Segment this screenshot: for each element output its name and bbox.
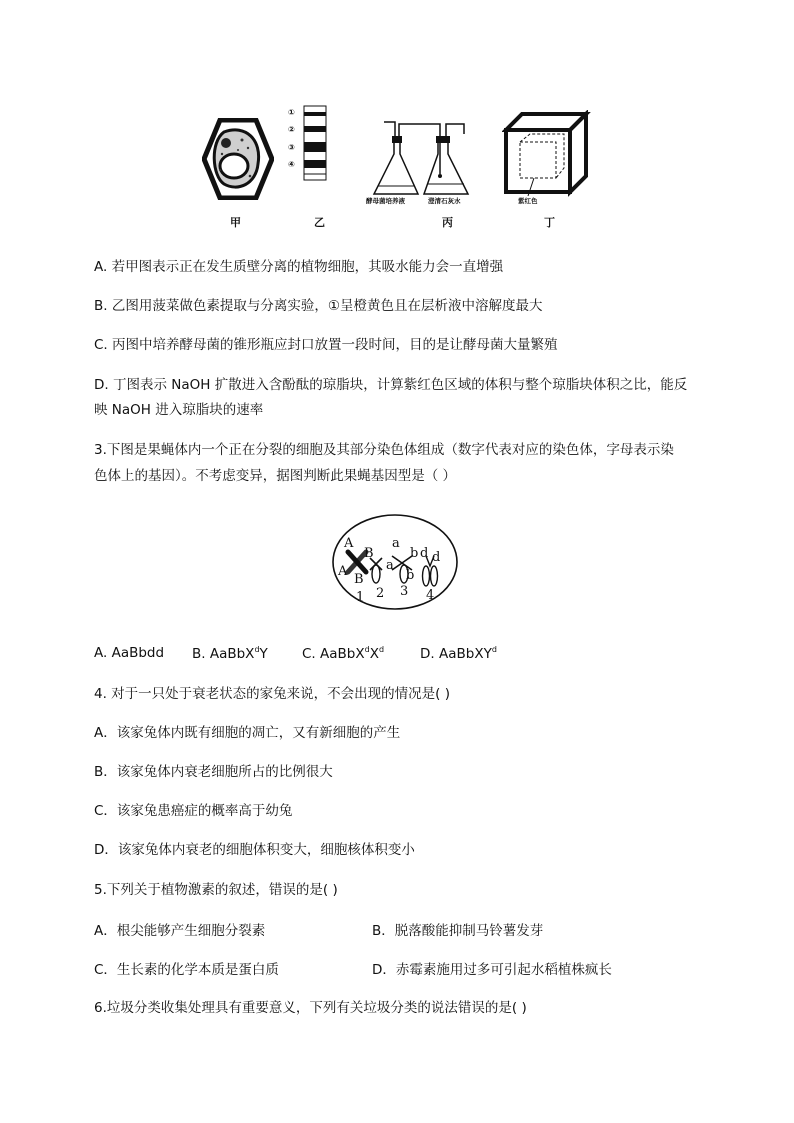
cube-label: 紫红色 bbox=[518, 197, 538, 205]
band-marker-4: ④ bbox=[288, 160, 295, 169]
q3-option-d-text: D. AaBbXY bbox=[420, 646, 492, 662]
gene-label-b-top: b bbox=[410, 546, 419, 561]
band-marker-1: ① bbox=[288, 108, 295, 117]
q6-stem: 6.垃圾分类收集处理具有重要意义，下列有关垃圾分类的说法错误的是( ) bbox=[94, 1000, 527, 1016]
chromosome-number-2: 2 bbox=[376, 586, 385, 601]
q5-option-a: A．根尖能够产生细胞分裂素 bbox=[94, 923, 266, 939]
q3-option-b bbox=[192, 645, 268, 662]
q3-option-c-mid: X bbox=[369, 646, 379, 662]
flask-right-label: 澄清石灰水 bbox=[428, 197, 461, 205]
gene-label-b-bot: b bbox=[406, 568, 415, 583]
q4-stem: 4. 对于一只处于衰老状态的家兔来说，不会出现的情况是( ) bbox=[94, 686, 450, 702]
figure-label-yi: 乙 bbox=[314, 216, 325, 229]
q2-option-d-line1: D. 丁图表示 NaOH 扩散进入含酚酞的琼脂块，计算紫红色区域的体积与整个琼脂块体积之比，能反 bbox=[94, 377, 688, 393]
gene-label-B-top: B bbox=[364, 546, 374, 561]
figure-label-ding: 丁 bbox=[544, 216, 555, 229]
band-marker-3: ③ bbox=[288, 143, 295, 152]
flasks-apparatus bbox=[370, 114, 480, 204]
q5-option-c: C．生长素的化学本质是蛋白质 bbox=[94, 962, 279, 978]
q3-option-c-text: C. AaBbX bbox=[302, 646, 365, 662]
q4-option-d: D．该家兔体内衰老的细胞体积变大，细胞核体积变小 bbox=[94, 842, 415, 858]
gene-label-B-bot: B bbox=[354, 572, 364, 587]
figure-label-bing: 丙 bbox=[442, 216, 453, 229]
q2-option-b: B. 乙图用菠菜做色素提取与分离实验，①呈橙黄色且在层析液中溶解度最大 bbox=[94, 298, 543, 314]
q3-option-c-sup2: d bbox=[378, 645, 385, 654]
chromosome-number-1: 1 bbox=[356, 590, 365, 605]
q5-stem: 5.下列关于植物激素的叙述，错误的是( ) bbox=[94, 882, 338, 898]
figure-row bbox=[190, 100, 610, 235]
plant-cell-diagram bbox=[202, 118, 274, 200]
q3-option-d bbox=[420, 645, 497, 662]
band-marker-2: ② bbox=[288, 125, 295, 134]
agar-cube bbox=[502, 110, 592, 200]
q5-option-d: D．赤霉素施用过多可引起水稻植株疯长 bbox=[372, 962, 612, 978]
q3-option-b-tail: Y bbox=[259, 646, 268, 662]
q3-option-d-sup: d bbox=[491, 645, 497, 654]
figure-bing bbox=[366, 114, 480, 205]
q3-option-a-text: A. AaBbdd bbox=[94, 645, 165, 661]
figure-jia bbox=[202, 118, 274, 200]
q2-option-c: C. 丙图中培养酵母菌的锥形瓶应封口放置一段时间，目的是让酵母菌大量繁殖 bbox=[94, 337, 558, 353]
gene-label-d-1: d bbox=[420, 546, 429, 561]
q3-option-b-text: B. AaBbX bbox=[192, 646, 255, 662]
dividing-cell-figure bbox=[330, 512, 460, 612]
gene-label-a-bot: a bbox=[386, 558, 394, 573]
q2-option-d-line2: 映 NaOH 进入琼脂块的速率 bbox=[94, 402, 264, 418]
q2-option-a: A. 若甲图表示正在发生质壁分离的植物细胞，其吸水能力会一直增强 bbox=[94, 259, 504, 275]
chromosome-number-3: 3 bbox=[400, 584, 409, 599]
q4-option-c: C．该家兔患癌症的概率高于幼兔 bbox=[94, 803, 293, 819]
gene-label-a-top: a bbox=[392, 536, 400, 551]
q3-stem-line2: 色体上的基因）。不考虑变异，据图判断此果蝇基因型是（ ） bbox=[94, 468, 457, 484]
chromosome-number-4: 4 bbox=[426, 588, 435, 603]
q3-option-c bbox=[302, 645, 384, 662]
gene-label-A-bot: A bbox=[338, 564, 348, 579]
gene-label-d-2: d bbox=[432, 550, 441, 565]
q5-option-b: B．脱落酸能抑制马铃薯发芽 bbox=[372, 923, 544, 939]
q4-option-b: B．该家兔体内衰老细胞所占的比例很大 bbox=[94, 764, 333, 780]
flask-left-label: 酵母菌培养液 bbox=[366, 197, 405, 205]
cell-chromosomes-diagram bbox=[330, 512, 460, 612]
figure-yi bbox=[288, 104, 334, 204]
q4-option-a: A．该家兔体内既有细胞的凋亡，又有新细胞的产生 bbox=[94, 725, 401, 741]
gene-label-A-top: A bbox=[344, 536, 354, 551]
chromatography-strip bbox=[288, 104, 334, 204]
q3-option-c-sup: d bbox=[364, 645, 370, 654]
figure-ding bbox=[502, 110, 592, 206]
figure-label-jia: 甲 bbox=[230, 216, 241, 229]
q3-stem-line1: 3.下图是果蝇体内一个正在分裂的细胞及其部分染色体组成（数字代表对应的染色体，字母表示染 bbox=[94, 442, 674, 458]
q3-option-b-sup: d bbox=[254, 645, 260, 654]
q3-option-a bbox=[94, 645, 164, 661]
